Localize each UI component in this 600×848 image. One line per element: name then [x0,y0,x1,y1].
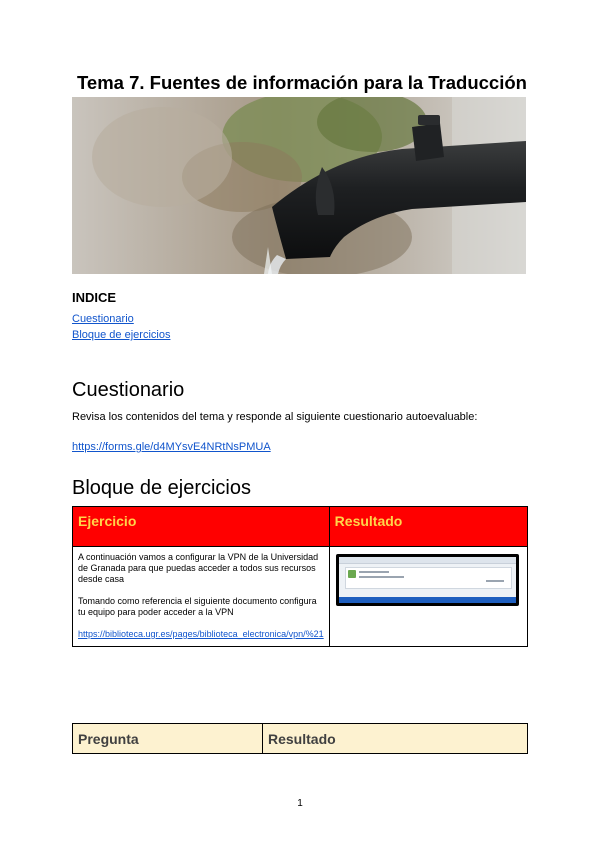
vpn-document-link[interactable]: https://biblioteca.ugr.es/pages/biblioteca_electronica/vpn/%21 [78,629,324,639]
table-header-row [73,507,528,547]
header-resultado: Resultado [329,507,527,547]
page-number: 1 [297,798,303,809]
table-row [73,547,528,647]
screenshot-titlebar [339,557,516,564]
screenshot-text-line [486,580,504,582]
cuestionario-form-link[interactable]: https://forms.gle/d4MYsvE4NRtNsPMUA [72,441,271,453]
screenshot-panel [345,567,512,589]
exercise-paragraph-1: A continuación vamos a configurar la VPN de la Universidad de Granada para que puedas acceder a todos sus recursos desde casa [78,552,319,584]
toc-item [72,311,170,327]
toc-link-cuestionario[interactable]: Cuestionario [72,313,134,325]
table-of-contents [72,311,170,343]
result-cell [329,547,527,647]
header-ejercicio: Ejercicio [73,507,330,547]
toc-link-bloque-de-ejercicios[interactable]: Bloque de ejercicios [72,329,171,341]
toc-item [72,327,170,343]
vpn-screenshot-thumbnail [336,554,519,606]
cuestionario-link-paragraph [72,441,271,453]
exercise-table [72,506,528,647]
exercise-cell [73,547,330,647]
section-heading-cuestionario: Cuestionario [72,379,185,401]
app-icon [348,570,356,578]
question-table [72,723,528,754]
header-pregunta: Pregunta [73,724,263,754]
screenshot-window [339,557,516,603]
screenshot-text-line [359,576,404,578]
cuestionario-instructions: Revisa los contenidos del tema y responde al siguiente cuestionario autoevaluable: [72,411,478,423]
header-resultado-preguntas: Resultado [263,724,528,754]
section-heading-bloque-de-ejercicios: Bloque de ejercicios [72,477,251,499]
exercise-link-paragraph [78,629,324,640]
hero-image [72,97,526,274]
document-title: Tema 7. Fuentes de información para la Traducción [77,72,527,93]
screenshot-text-line [359,571,389,573]
table-header-row [73,724,528,754]
screenshot-taskbar [339,597,516,603]
index-heading: INDICE [72,290,117,305]
water-tap-photo-icon [72,97,526,274]
exercise-paragraph-2: Tomando como referencia el siguiente documento configura tu equipo para poder acceder a la VPN [78,596,317,617]
